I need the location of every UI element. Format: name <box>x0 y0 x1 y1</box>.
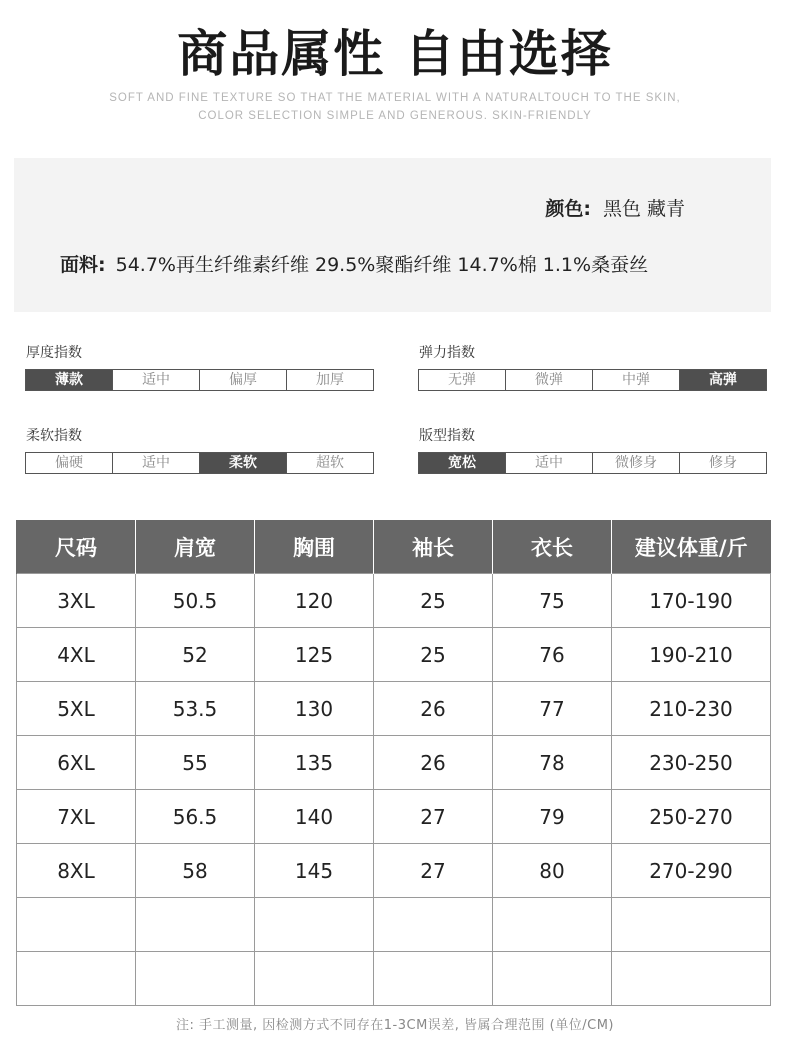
table-cell <box>374 952 493 1006</box>
fit-scale <box>418 452 767 474</box>
table-cell: 26 <box>374 682 493 736</box>
table-cell <box>612 898 771 952</box>
table-row <box>17 898 771 952</box>
table-cell: 5XL <box>17 682 136 736</box>
elasticity-option: 高弹 <box>679 370 766 390</box>
table-cell: 80 <box>493 844 612 898</box>
table-cell: 25 <box>374 628 493 682</box>
table-cell: 25 <box>374 574 493 628</box>
table-cell: 3XL <box>17 574 136 628</box>
table-cell: 190-210 <box>612 628 771 682</box>
table-row <box>17 790 771 844</box>
table-row <box>17 844 771 898</box>
softness-option: 柔软 <box>199 453 286 473</box>
thickness-option: 适中 <box>112 370 199 390</box>
table-cell: 56.5 <box>136 790 255 844</box>
measurement-note: 注: 手工测量, 因检测方式不同存在1-3CM误差, 皆属合理范围 (单位/CM) <box>175 1018 615 1033</box>
thickness-option: 加厚 <box>286 370 373 390</box>
fit-option: 适中 <box>505 453 592 473</box>
fit-option: 宽松 <box>419 453 505 473</box>
table-cell: 140 <box>255 790 374 844</box>
size-chart-table <box>16 520 771 1006</box>
column-header: 建议体重/斤 <box>612 520 771 574</box>
table-cell: 77 <box>493 682 612 736</box>
table-cell: 78 <box>493 736 612 790</box>
table-cell: 50.5 <box>136 574 255 628</box>
softness-option: 适中 <box>112 453 199 473</box>
color-row <box>545 194 685 221</box>
table-cell: 8XL <box>17 844 136 898</box>
table-cell: 55 <box>136 736 255 790</box>
color-value: 黑色 藏青 <box>602 198 685 220</box>
table-cell: 27 <box>374 790 493 844</box>
table-cell <box>136 898 255 952</box>
table-header-row <box>17 520 771 574</box>
table-cell: 75 <box>493 574 612 628</box>
table-row <box>17 736 771 790</box>
elasticity-option: 中弹 <box>592 370 679 390</box>
table-row <box>17 628 771 682</box>
column-header: 肩宽 <box>136 520 255 574</box>
table-cell <box>255 898 374 952</box>
table-cell <box>255 952 374 1006</box>
fabric-label: 面料: <box>60 254 106 276</box>
subtitle-line-2: COLOR SELECTION SIMPLE AND GENEROUS. SKIN-FRIENDLY <box>198 110 592 122</box>
table-cell: 58 <box>136 844 255 898</box>
table-cell: 4XL <box>17 628 136 682</box>
fit-option: 修身 <box>679 453 766 473</box>
elasticity-option: 微弹 <box>505 370 592 390</box>
table-cell: 76 <box>493 628 612 682</box>
column-header: 衣长 <box>493 520 612 574</box>
table-cell <box>17 898 136 952</box>
table-cell: 79 <box>493 790 612 844</box>
table-cell: 125 <box>255 628 374 682</box>
table-cell: 135 <box>255 736 374 790</box>
table-cell: 120 <box>255 574 374 628</box>
thickness-index-label: 厚度指数 <box>26 345 82 361</box>
table-cell: 270-290 <box>612 844 771 898</box>
table-cell: 130 <box>255 682 374 736</box>
fit-index-label: 版型指数 <box>419 428 475 444</box>
page-title: 商品属性 自由选择 <box>177 25 613 83</box>
table-row <box>17 952 771 1006</box>
softness-option: 偏硬 <box>55 455 83 471</box>
column-header: 胸围 <box>255 520 374 574</box>
fabric-value: 54.7%再生纤维素纤维 29.5%聚酯纤维 14.7%棉 1.1%桑蚕丝 <box>115 254 649 276</box>
table-cell <box>493 952 612 1006</box>
subtitle-line-1: SOFT AND FINE TEXTURE SO THAT THE MATERIAL WITH A NATURALTOUCH TO THE SKIN, <box>109 92 681 104</box>
table-cell: 53.5 <box>136 682 255 736</box>
table-cell: 7XL <box>17 790 136 844</box>
fabric-row <box>60 250 648 277</box>
column-header: 袖长 <box>374 520 493 574</box>
table-cell: 26 <box>374 736 493 790</box>
table-cell <box>493 898 612 952</box>
table-cell: 6XL <box>17 736 136 790</box>
color-label: 颜色: <box>545 198 591 220</box>
table-cell: 52 <box>136 628 255 682</box>
thickness-option: 薄款 <box>26 370 112 390</box>
table-row <box>17 682 771 736</box>
softness-option: 超软 <box>286 453 373 473</box>
table-cell <box>612 952 771 1006</box>
fit-option: 微修身 <box>592 453 679 473</box>
softness-index-label: 柔软指数 <box>26 428 82 444</box>
table-row <box>17 574 771 628</box>
elasticity-index-label: 弹力指数 <box>419 345 475 361</box>
elasticity-option: 无弹 <box>448 372 476 388</box>
table-cell: 170-190 <box>612 574 771 628</box>
table-cell: 250-270 <box>612 790 771 844</box>
table-cell <box>17 952 136 1006</box>
column-header: 尺码 <box>17 520 136 574</box>
table-cell: 230-250 <box>612 736 771 790</box>
table-cell: 27 <box>374 844 493 898</box>
thickness-scale <box>25 369 374 391</box>
table-cell <box>374 898 493 952</box>
table-cell <box>136 952 255 1006</box>
table-cell: 210-230 <box>612 682 771 736</box>
thickness-option: 偏厚 <box>199 370 286 390</box>
softness-scale <box>25 452 374 474</box>
elasticity-scale <box>418 369 767 391</box>
table-cell: 145 <box>255 844 374 898</box>
attribute-panel <box>14 158 771 312</box>
